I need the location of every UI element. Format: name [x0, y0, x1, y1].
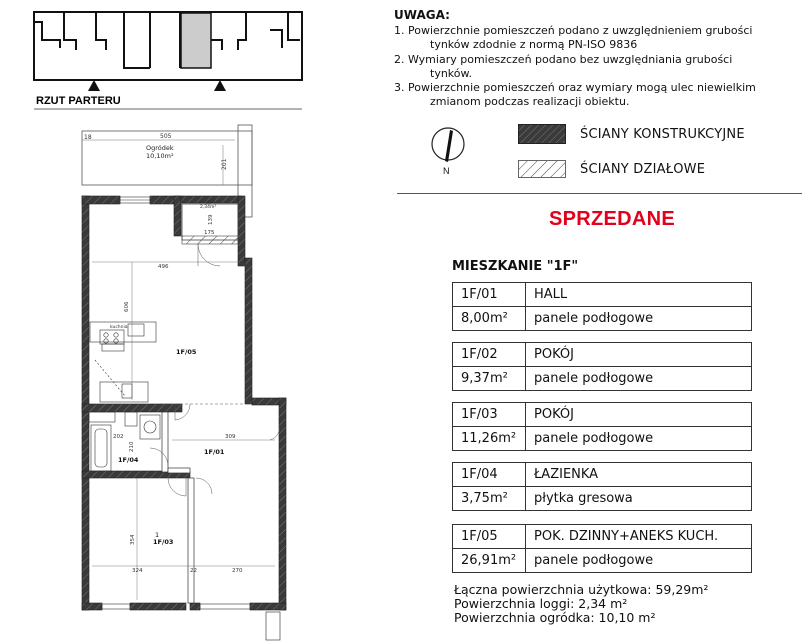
room-label-1f05: 1F/05 [176, 348, 197, 356]
room-area: 9,37m² [453, 367, 526, 391]
room-label-1f01: 1F/01 [204, 448, 225, 456]
room-area: 11,26m² [453, 427, 526, 451]
room-floor: panele podłogowe [526, 367, 752, 391]
svg-text:496: 496 [158, 264, 169, 270]
svg-text:Loggia: Loggia [200, 200, 215, 205]
svg-text:202: 202 [113, 434, 124, 440]
note-item: 2. Wymiary pomieszczeń podano bez uwzględniania grubości tynków. [394, 52, 733, 80]
legend-partition-label: ŚCIANY DZIAŁOWE [580, 162, 706, 177]
total-usable: Łączna powierzchnia użytkowa: 59,29m² [454, 582, 709, 597]
total-garden: Powierzchnia ogródka: 10,10 m² [454, 610, 656, 625]
room-code: 1F/03 [453, 403, 526, 427]
room-floor: płytka gresowa [526, 487, 752, 511]
dimension-labels [113, 264, 243, 574]
kitchen-label: kuchnia [110, 325, 128, 330]
room-name: HALL [526, 283, 752, 307]
notes-list [394, 24, 799, 110]
room-table [452, 282, 752, 331]
divider [397, 193, 802, 194]
room-name: POK. DZINNY+ANEKS KUCH. [526, 525, 752, 549]
svg-text:175: 175 [204, 230, 215, 236]
room-floor: panele podłogowe [526, 307, 752, 331]
room-table [452, 524, 752, 573]
svg-text:354: 354 [130, 534, 136, 545]
notes-title: UWAGA: [394, 8, 450, 22]
room-name: POKÓJ [526, 343, 752, 367]
room-floor: panele podłogowe [526, 549, 752, 573]
note-item: 1. Powierzchnie pomieszczeń podano z uwzględnieniem grubości tynków zdodnie z normą PN-ISO 9836 [394, 24, 753, 52]
entrance-arrow-1 [88, 80, 100, 91]
section-label: RZUT PARTERU [36, 95, 121, 107]
sold-status: SPRZEDANE [549, 208, 676, 230]
total-loggia: Powierzchnia loggi: 2,34 m² [454, 596, 628, 611]
room-code: 1F/02 [453, 343, 526, 367]
key-plan-highlight [181, 13, 211, 68]
apartment-title: MIESZKANIE "1F" [452, 259, 579, 274]
room-area: 26,91m² [453, 549, 526, 573]
room-area: 3,75m² [453, 487, 526, 511]
svg-text:Ogródek: Ogródek [146, 144, 174, 152]
svg-text:139: 139 [208, 214, 214, 225]
compass-icon [426, 120, 470, 178]
bedroom-marker: 1 [155, 531, 160, 539]
svg-text:309: 309 [225, 434, 236, 440]
room-table [452, 402, 752, 451]
svg-text:2,34m²: 2,34m² [200, 205, 217, 210]
room-label-1f03: 1F/03 [153, 538, 174, 546]
loggia [182, 199, 238, 266]
windows [102, 197, 250, 609]
svg-text:22: 22 [190, 568, 197, 574]
room-code: 1F/04 [453, 463, 526, 487]
room-name: POKÓJ [526, 403, 752, 427]
totals [454, 583, 708, 625]
legend-structural-label: ŚCIANY KONSTRUKCYJNE [580, 127, 745, 142]
svg-text:505: 505 [160, 133, 172, 140]
svg-text:10,10m²: 10,10m² [146, 152, 174, 160]
room-area: 8,00m² [453, 307, 526, 331]
svg-text:210: 210 [129, 441, 135, 452]
svg-text:324: 324 [132, 568, 143, 574]
note-item: 3. Powierzchnie pomieszczeń oraz wymiary mogą ulec niewielkim zmianom podczas realizacji obiektu. [394, 81, 756, 109]
room-table [452, 462, 752, 511]
key-plan [34, 12, 302, 80]
svg-text:606: 606 [124, 301, 130, 312]
floor-plan [0, 0, 400, 644]
room-code: 1F/01 [453, 283, 526, 307]
column-marker [266, 612, 280, 640]
svg-text:201: 201 [221, 158, 228, 170]
svg-text:270: 270 [232, 568, 243, 574]
room-code: 1F/05 [453, 525, 526, 549]
svg-text:N: N [443, 166, 450, 176]
entrance-arrow-2 [214, 80, 226, 91]
svg-text:18: 18 [84, 134, 92, 141]
partition-walls [162, 412, 194, 603]
room-floor: panele podłogowe [526, 427, 752, 451]
room-label-1f04: 1F/04 [118, 456, 139, 464]
room-name: ŁAZIENKA [526, 463, 752, 487]
structural-wall-swatch [518, 124, 566, 144]
partition-wall-swatch [518, 160, 566, 178]
kitchen [90, 322, 156, 402]
room-table [452, 342, 752, 391]
structural-walls [82, 196, 286, 610]
